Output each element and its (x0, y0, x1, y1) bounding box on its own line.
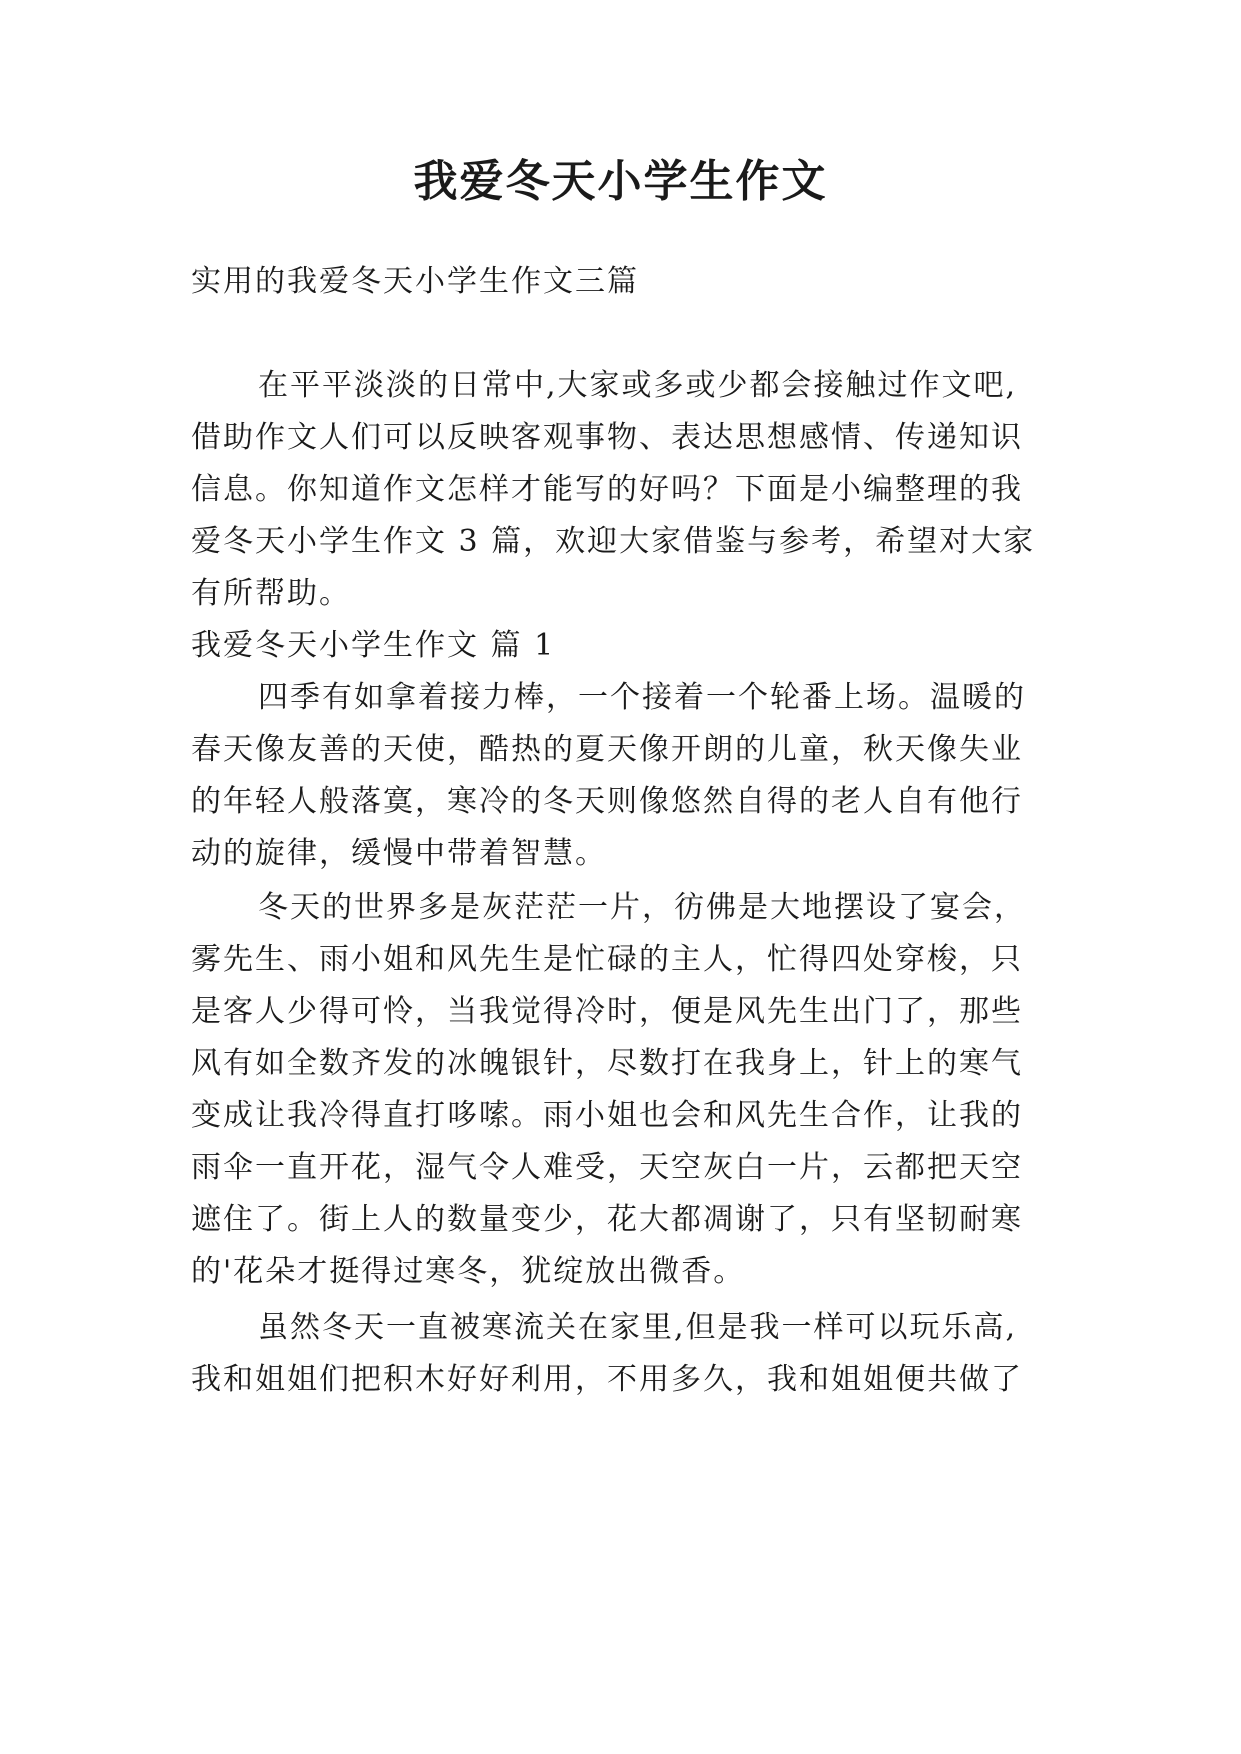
subtitle-line: 实用的我爱冬天小学生作文三篇 (191, 264, 639, 299)
document-title: 我爱冬天小学生作文 (413, 156, 828, 207)
paragraph-line: 动的旋律，缓慢中带着智慧。 (191, 836, 607, 871)
paragraph-line: 有所帮助。 (191, 576, 351, 611)
paragraph-line: 借助作文人们可以反映客观事物、表达思想感情、传递知识 (191, 420, 1023, 455)
paragraph-line: 雾先生、雨小姐和风先生是忙碌的主人，忙得四处穿梭，只 (191, 942, 1023, 977)
section-heading: 我爱冬天小学生作文 篇 1 (191, 628, 556, 663)
paragraph-line: 的'花朵才挺得过寒冬，犹绽放出微香。 (191, 1254, 746, 1289)
paragraph-line: 的年轻人般落寞，寒冷的冬天则像悠然自得的老人自有他行 (191, 784, 1023, 819)
paragraph-line: 风有如全数齐发的冰魄银针，尽数打在我身上，针上的寒气 (191, 1046, 1023, 1081)
paragraph-line: 雨伞一直开花，湿气令人难受，天空灰白一片，云都把天空 (191, 1150, 1023, 1185)
paragraph-line: 虽然冬天一直被寒流关在家里,但是我一样可以玩乐高, (258, 1310, 1018, 1345)
paragraph-line: 信息。你知道作文怎样才能写的好吗？下面是小编整理的我 (191, 472, 1023, 507)
paragraph-line: 变成让我冷得直打哆嗦。雨小姐也会和风先生合作，让我的 (191, 1098, 1023, 1133)
paragraph-line: 是客人少得可怜，当我觉得冷时，便是风先生出门了，那些 (191, 994, 1023, 1029)
paragraph-line: 春天像友善的天使，酷热的夏天像开朗的儿童，秋天像失业 (191, 732, 1023, 767)
paragraph-line: 遮住了。街上人的数量变少，花大都凋谢了，只有坚韧耐寒 (191, 1202, 1023, 1237)
paragraph-line: 四季有如拿着接力棒，一个接着一个轮番上场。温暖的 (258, 680, 1026, 715)
paragraph-line: 我和姐姐们把积木好好利用，不用多久，我和姐姐便共做了 (191, 1362, 1023, 1397)
paragraph-line: 爱冬天小学生作文 3 篇，欢迎大家借鉴与参考，希望对大家 (191, 524, 1036, 559)
paragraph-line: 在平平淡淡的日常中,大家或多或少都会接触过作文吧, (258, 368, 1018, 403)
paragraph-line: 冬天的世界多是灰茫茫一片，彷佛是大地摆设了宴会， (258, 890, 1026, 925)
